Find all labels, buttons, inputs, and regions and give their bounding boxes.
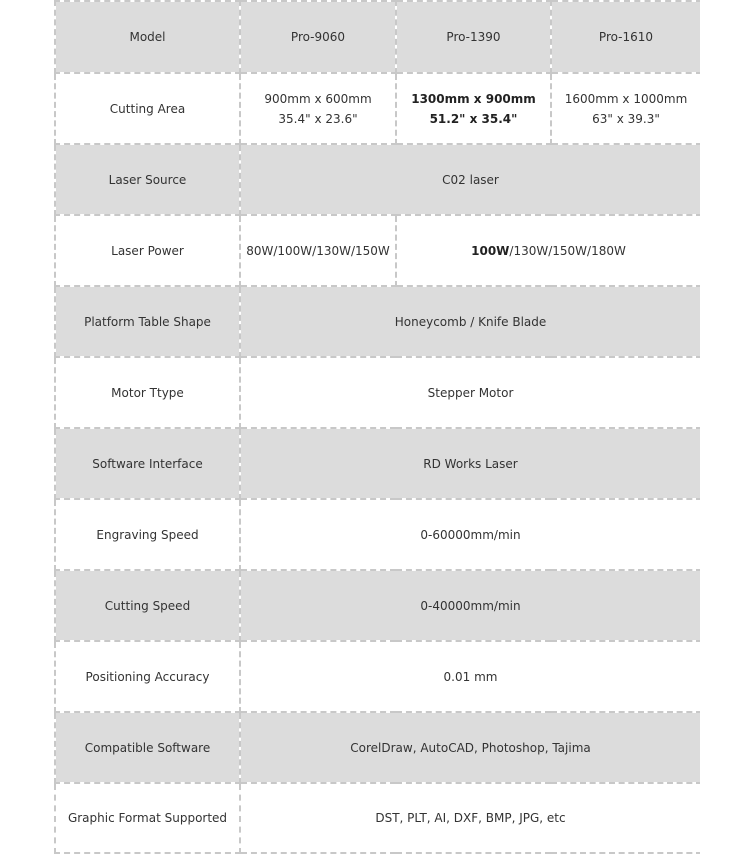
compatible-software-label: Compatible Software [55, 712, 240, 783]
model-label: Model [55, 1, 240, 73]
compatible-software-row [55, 712, 700, 783]
laser-power-label: Laser Power [55, 215, 240, 286]
model-pro-1390: Pro-1390 [396, 1, 551, 73]
compatible-software-value: CorelDraw, AutoCAD, Photoshop, Tajima [240, 712, 700, 783]
cutting-area-pro-9060 [240, 73, 396, 144]
cutting-speed-row [55, 570, 700, 641]
cutting-area-pro-9060-metric: 900mm x 600mm [264, 91, 372, 106]
cutting-area-label: Cutting Area [55, 73, 240, 144]
cutting-area-pro-9060-imperial: 35.4" x 23.6" [278, 111, 358, 126]
laser-source-value: C02 laser [240, 144, 700, 215]
cutting-area-row [55, 73, 700, 144]
positioning-accuracy-value: 0.01 mm [240, 641, 700, 712]
graphic-format-label: Graphic Format Supported [55, 783, 240, 853]
cutting-area-pro-1610-imperial: 63" x 39.3" [592, 111, 660, 126]
engraving-speed-row [55, 499, 700, 570]
header-row [55, 1, 700, 73]
platform-table-shape-label: Platform Table Shape [55, 286, 240, 357]
software-interface-row [55, 428, 700, 499]
spec-table [54, 0, 700, 854]
model-pro-9060: Pro-9060 [240, 1, 396, 73]
model-pro-1610: Pro-1610 [551, 1, 700, 73]
software-interface-label: Software Interface [55, 428, 240, 499]
laser-power-pro-9060: 80W/100W/130W/150W [240, 215, 396, 286]
engraving-speed-label: Engraving Speed [55, 499, 240, 570]
engraving-speed-value: 0-60000mm/min [240, 499, 700, 570]
positioning-accuracy-label: Positioning Accuracy [55, 641, 240, 712]
cutting-speed-label: Cutting Speed [55, 570, 240, 641]
laser-power-rest: /130W/150W/180W [509, 243, 626, 258]
cutting-area-pro-1610 [551, 73, 700, 144]
cutting-speed-value: 0-40000mm/min [240, 570, 700, 641]
positioning-accuracy-row [55, 641, 700, 712]
platform-table-shape-row [55, 286, 700, 357]
motor-type-row [55, 357, 700, 428]
motor-type-value: Stepper Motor [240, 357, 700, 428]
laser-power-highlight: 100W [471, 243, 510, 258]
spec-table-container [54, 0, 700, 854]
software-interface-value: RD Works Laser [240, 428, 700, 499]
laser-source-label: Laser Source [55, 144, 240, 215]
platform-table-shape-value: Honeycomb / Knife Blade [240, 286, 700, 357]
cutting-area-pro-1610-metric: 1600mm x 1000mm [564, 91, 688, 106]
motor-type-label: Motor Ttype [55, 357, 240, 428]
graphic-format-value: DST, PLT, AI, DXF, BMP, JPG, etc [240, 783, 700, 853]
laser-power-others [396, 215, 700, 286]
cutting-area-pro-1390-imperial: 51.2" x 35.4" [429, 111, 518, 126]
laser-source-row [55, 144, 700, 215]
cutting-area-pro-1390 [396, 73, 551, 144]
cutting-area-pro-1390-metric: 1300mm x 900mm [411, 91, 536, 106]
laser-power-row [55, 215, 700, 286]
graphic-format-row [55, 783, 700, 853]
